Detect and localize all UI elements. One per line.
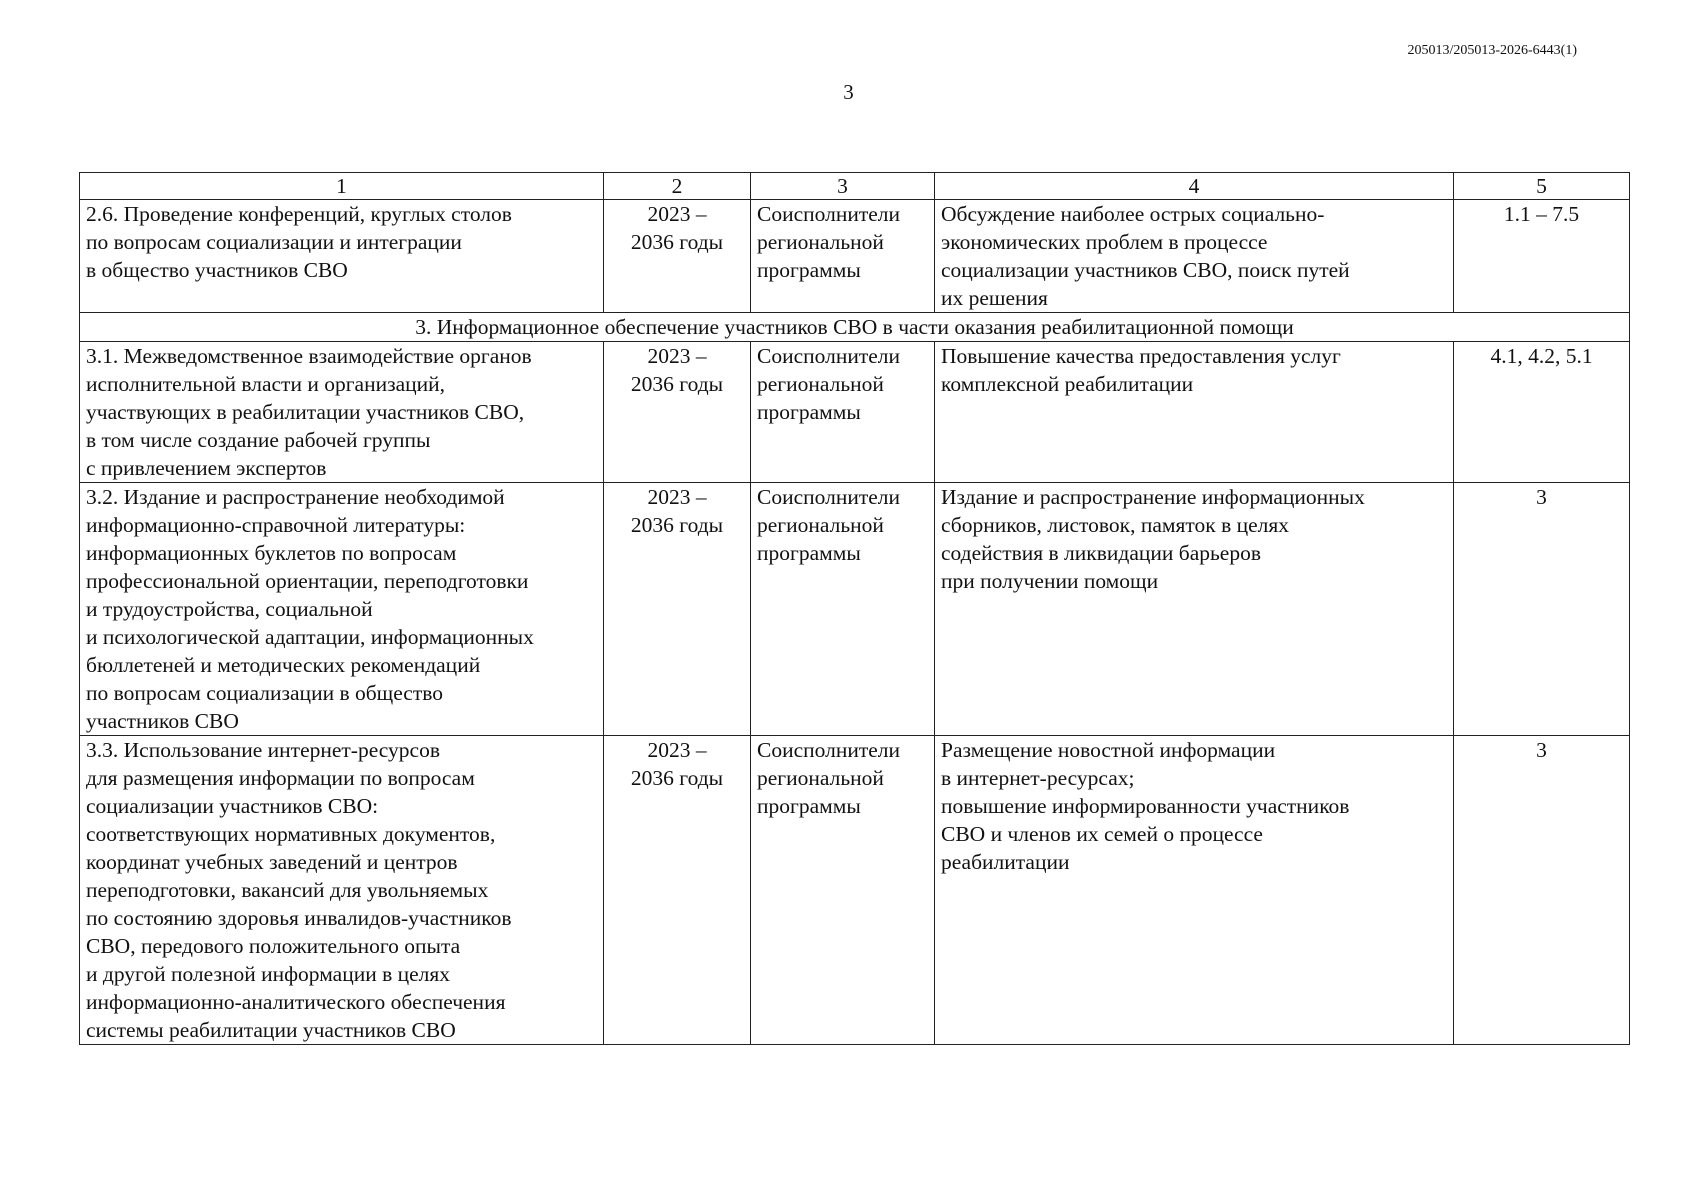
table-row (80, 736, 1630, 1045)
table-header-row (80, 173, 1630, 200)
indicators-cell: 4.1, 4.2, 5.1 (1454, 342, 1630, 483)
result-cell: Обсуждение наиболее острых социально- экономических проблем в процессе социализации участников СВО, поиск путей их решения (935, 200, 1454, 313)
indicators-cell: 1.1 – 7.5 (1454, 200, 1630, 313)
result-cell: Размещение новостной информации в интернет-ресурсах; повышение информированности участников СВО и членов их семей о процессе реабилитации (935, 736, 1454, 1045)
measure-cell: 3.3. Использование интернет-ресурсов для размещения информации по вопросам социализации участников СВО: соответствующих нормативных документов, координат учебных заведений и центров переподготовки, вакансий для увольняемых по состоянию здоровья инвалидов-участников СВО, передового положительного опыта и другой полезной информации в целях информационно-аналитического обеспечения системы реабилитации участников СВО (80, 736, 604, 1045)
indicators-cell: 3 (1454, 736, 1630, 1045)
period-cell: 2023 – 2036 годы (604, 483, 751, 736)
period-cell: 2023 – 2036 годы (604, 736, 751, 1045)
period-cell: 2023 – 2036 годы (604, 342, 751, 483)
executors-cell: Соисполнители региональной программы (751, 200, 935, 313)
header-cell: 5 (1454, 173, 1630, 200)
header-cell: 1 (80, 173, 604, 200)
result-cell: Издание и распространение информационных сборников, листовок, памяток в целях содействия в ликвидации барьеров при получении помощи (935, 483, 1454, 736)
header-cell: 3 (751, 173, 935, 200)
executors-cell: Соисполнители региональной программы (751, 342, 935, 483)
activities-table (79, 172, 1630, 1045)
header-cell: 4 (935, 173, 1454, 200)
executors-cell: Соисполнители региональной программы (751, 483, 935, 736)
document-id: 205013/205013-2026-6443(1) (1407, 43, 1577, 58)
page-number: 3 (843, 80, 854, 104)
section-title: 3. Информационное обеспечение участников СВО в части оказания реабилитационной помощи (80, 313, 1630, 342)
section-row (80, 313, 1630, 342)
indicators-cell: 3 (1454, 483, 1630, 736)
measure-cell: 3.1. Межведомственное взаимодействие органов исполнительной власти и организаций, участвующих в реабилитации участников СВО, в том числе создание рабочей группы с привлечением экспертов (80, 342, 604, 483)
table-row (80, 342, 1630, 483)
table-row (80, 200, 1630, 313)
period-cell: 2023 – 2036 годы (604, 200, 751, 313)
executors-cell: Соисполнители региональной программы (751, 736, 935, 1045)
measure-cell: 2.6. Проведение конференций, круглых столов по вопросам социализации и интеграции в общество участников СВО (80, 200, 604, 313)
header-cell: 2 (604, 173, 751, 200)
measure-cell: 3.2. Издание и распространение необходимой информационно-справочной литературы: информационных буклетов по вопросам профессиональной ориентации, переподготовки и трудоустройства, социальной и психологической адаптации, информационных бюллетеней и методических рекомендаций по вопросам социализации в общество участников СВО (80, 483, 604, 736)
table-row (80, 483, 1630, 736)
result-cell: Повышение качества предоставления услуг комплексной реабилитации (935, 342, 1454, 483)
